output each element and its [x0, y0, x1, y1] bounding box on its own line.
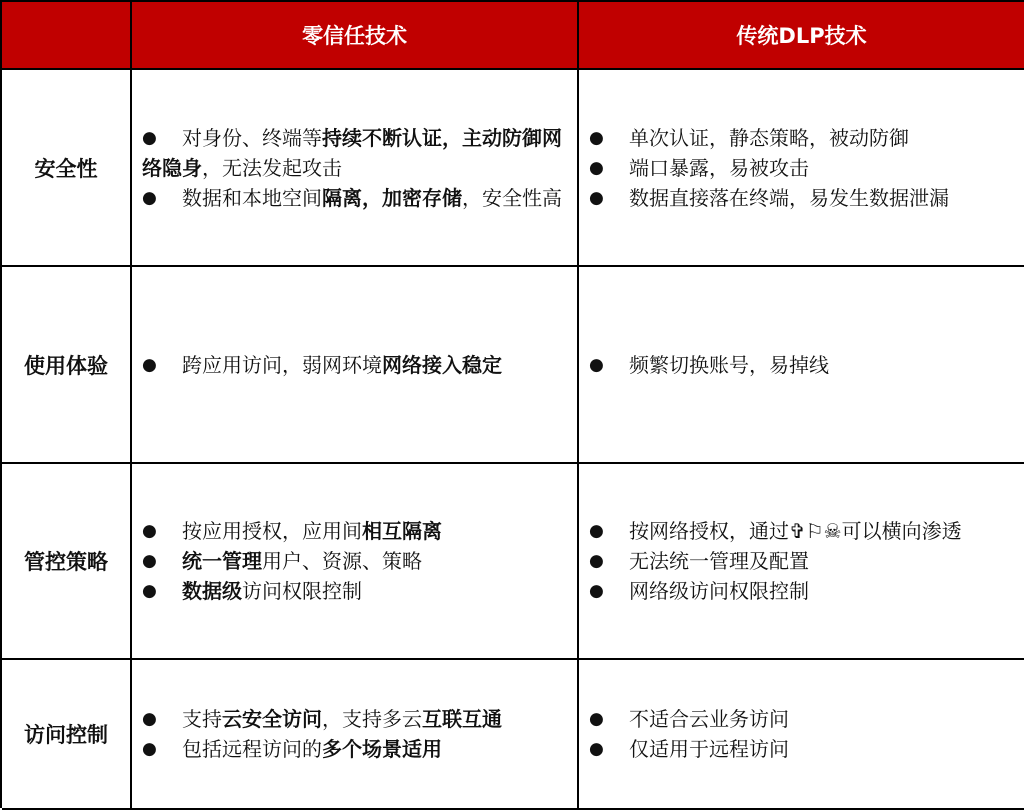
dlp-experience-cell: [579, 267, 1024, 464]
zero-trust-experience-cell: [132, 267, 579, 464]
list-item: ● 按网络授权，通过✞⚐☠可以横向渗透: [589, 516, 1016, 546]
zero-trust-policy-cell: [132, 464, 579, 660]
list-item: ● 单次认证，静态策略，被动防御: [589, 123, 1016, 153]
header-zero-trust: [132, 2, 579, 70]
list-item: ● 网络级访问权限控制: [589, 576, 1016, 606]
header-blank-cell: [2, 2, 132, 70]
list-item: ● 支持云安全访问，支持多云互联互通: [142, 704, 569, 734]
row-label-security: 安全性: [2, 70, 132, 267]
dlp-access-cell: [579, 660, 1024, 810]
list-item: ● 仅适用于远程访问: [589, 734, 1016, 764]
list-item: ● 对身份、终端等持续不断认证，主动防御网络隐身，无法发起攻击: [142, 123, 569, 183]
list-item: ● 跨应用访问，弱网环境网络接入稳定: [142, 350, 569, 380]
zero-trust-security-cell: [132, 70, 579, 267]
list-item: ● 数据直接落在终端，易发生数据泄漏: [589, 183, 1016, 213]
row-label-experience: 使用体验: [2, 267, 132, 464]
list-item: ● 频繁切换账号，易掉线: [589, 350, 1016, 380]
dlp-policy-cell: [579, 464, 1024, 660]
header-dlp: [579, 2, 1024, 70]
dlp-security-cell: [579, 70, 1024, 267]
list-item: ● 不适合云业务访问: [589, 704, 1016, 734]
list-item: ● 数据和本地空间隔离，加密存储，安全性高: [142, 183, 569, 213]
list-item: ● 数据级访问权限控制: [142, 576, 569, 606]
zero-trust-access-cell: [132, 660, 579, 810]
header-dlp-label: 传统DLP技术: [736, 24, 867, 48]
list-item: ● 按应用授权，应用间相互隔离: [142, 516, 569, 546]
list-item: ● 端口暴露，易被攻击: [589, 153, 1016, 183]
row-label-policy: 管控策略: [2, 464, 132, 660]
list-item: ● 无法统一管理及配置: [589, 546, 1016, 576]
row-label-access: 访问控制: [2, 660, 132, 810]
header-zero-trust-label: 零信任技术: [302, 24, 407, 48]
list-item: ● 统一管理用户、资源、策略: [142, 546, 569, 576]
list-item: ● 包括远程访问的多个场景适用: [142, 734, 569, 764]
